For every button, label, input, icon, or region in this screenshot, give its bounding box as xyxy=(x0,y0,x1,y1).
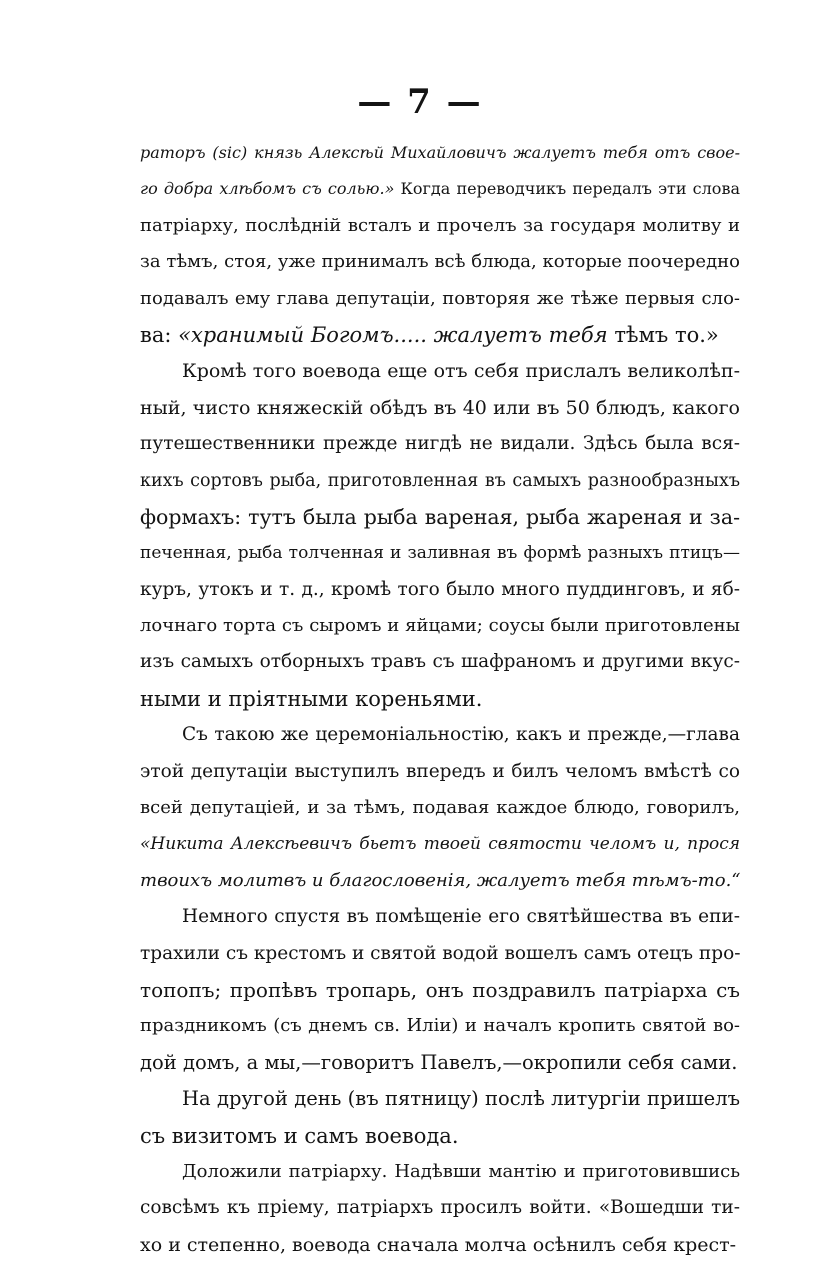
text-line xyxy=(140,899,740,935)
text-line xyxy=(140,208,740,244)
text-segment: Съ такою же церемоніальностію, какъ и прежде,—глава xyxy=(182,724,740,746)
paragraph xyxy=(140,353,740,717)
text-segment: топопъ; пропѣвъ тропарь, онъ поздравилъ патріарха съ xyxy=(140,977,740,1002)
text-segment: этой депутаціи выступилъ впередъ и билъ челомъ вмѣстѣ со xyxy=(140,760,740,782)
text-line xyxy=(140,1045,740,1081)
paragraph xyxy=(140,717,740,899)
text-segment: тѣмъ то.» xyxy=(607,322,719,347)
text-line xyxy=(140,717,740,753)
text-line xyxy=(140,826,740,862)
text-line xyxy=(140,972,740,1008)
text-line xyxy=(140,535,740,571)
text-segment: Когда переводчикъ передалъ эти слова xyxy=(394,179,740,199)
text-line xyxy=(140,608,740,644)
text-line xyxy=(140,936,740,972)
text-line xyxy=(140,1118,740,1154)
text-line xyxy=(140,390,740,426)
text-segment: патріарху, послѣдній всталъ и прочелъ за государя молитву и xyxy=(140,214,740,236)
text-line xyxy=(140,681,740,717)
text-segment: праздникомъ (съ днемъ св. Иліи) и началъ кропить святой во- xyxy=(140,1015,740,1037)
text-line xyxy=(140,244,740,280)
page-number: — 7 — xyxy=(357,82,483,122)
text-line xyxy=(140,353,740,389)
text-segment: ва: xyxy=(140,322,179,347)
paragraph xyxy=(140,1081,740,1154)
text-segment: совсѣмъ къ пріему, патріархъ просилъ войти. «Вошедши ти- xyxy=(140,1197,740,1219)
text-line xyxy=(140,171,740,207)
text-line xyxy=(140,572,740,608)
text-segment: изъ самыхъ отборныхъ травъ съ шафраномъ и другими вкус- xyxy=(140,651,740,673)
text-segment: путешественники прежде нигдѣ не видали. Здѣсь была вся- xyxy=(140,433,740,455)
text-line xyxy=(140,426,740,462)
italic-text: «Никита Алексѣевичъ бьетъ твоей святости челомъ и, прося xyxy=(140,834,740,855)
italic-text: раторъ (sic) князь Алексѣй Михайловичъ жалуетъ тебя отъ свое- xyxy=(140,143,740,162)
text-segment: трахили съ крестомъ и святой водой вошелъ самъ отецъ про- xyxy=(140,942,740,964)
text-segment: всей депутаціей, и за тѣмъ, подавая каждое блюдо, говорилъ, xyxy=(140,797,740,819)
text-segment: лочнаго торта съ сыромъ и яйцами; соусы были приготовлены xyxy=(140,615,740,637)
text-line xyxy=(140,863,740,899)
text-line xyxy=(140,754,740,790)
text-segment: кихъ сортовъ рыба, приготовленная въ самыхъ разнообразныхъ xyxy=(140,470,740,491)
text-line xyxy=(140,644,740,680)
text-segment: Кромѣ того воевода еще отъ себя прислалъ великолѣп- xyxy=(182,360,740,383)
text-line xyxy=(140,135,740,171)
text-line xyxy=(140,1154,740,1190)
text-segment: дой домъ, а мы,—говоритъ Павелъ,—окропили себя сами. xyxy=(140,1050,738,1074)
text-line xyxy=(140,1227,740,1263)
text-segment: куръ, утокъ и т. д., кромѣ того было много пуддинговъ, и яб- xyxy=(140,578,740,600)
text-segment: ными и пріятными кореньями. xyxy=(140,686,483,711)
text-line xyxy=(140,1008,740,1044)
text-line xyxy=(140,499,740,535)
text-segment: На другой день (въ пятницу) послѣ литургіи пришелъ xyxy=(182,1087,740,1111)
paragraph xyxy=(140,899,740,1081)
text-line xyxy=(140,281,740,317)
text-segment: Немного спустя въ помѣщеніе его святѣйшества въ епи- xyxy=(182,906,740,928)
italic-text: «хранимый Богомъ..... жалуетъ тебя xyxy=(178,322,608,347)
text-segment: печенная, рыба толченная и заливная въ формѣ разныхъ птицъ— xyxy=(140,543,740,564)
paragraph xyxy=(140,1154,740,1263)
body-text xyxy=(140,135,740,1263)
paragraph xyxy=(140,135,740,353)
text-segment: ный, чисто княжескій обѣдъ въ 40 или въ 50 блюдъ, какого xyxy=(140,396,740,419)
text-segment: за тѣмъ, стоя, уже принималъ всѣ блюда, которые поочередно xyxy=(140,251,740,273)
text-segment: подавалъ ему глава депутаціи, повторяя же тѣже первыя сло- xyxy=(140,287,740,309)
text-line xyxy=(140,1190,740,1226)
italic-text: го добра хлѣбомъ съ солью.» xyxy=(140,179,395,199)
text-segment: хо и степенно, воевода сначала молча осѣнилъ себя крест- xyxy=(140,1233,737,1256)
text-line xyxy=(140,463,740,499)
text-line xyxy=(140,1081,740,1117)
text-line xyxy=(140,317,740,353)
italic-text: твоихъ молитвъ и благословенія, жалуетъ тебя тѣмъ-то.“ xyxy=(140,869,740,891)
text-segment: съ визитомъ и самъ воевода. xyxy=(140,1123,459,1148)
text-segment: Доложили патріарху. Надѣвши мантію и приготовившись xyxy=(182,1160,740,1182)
text-line xyxy=(140,790,740,826)
text-segment: формахъ: тутъ была рыба вареная, рыба жареная и за- xyxy=(140,504,740,529)
